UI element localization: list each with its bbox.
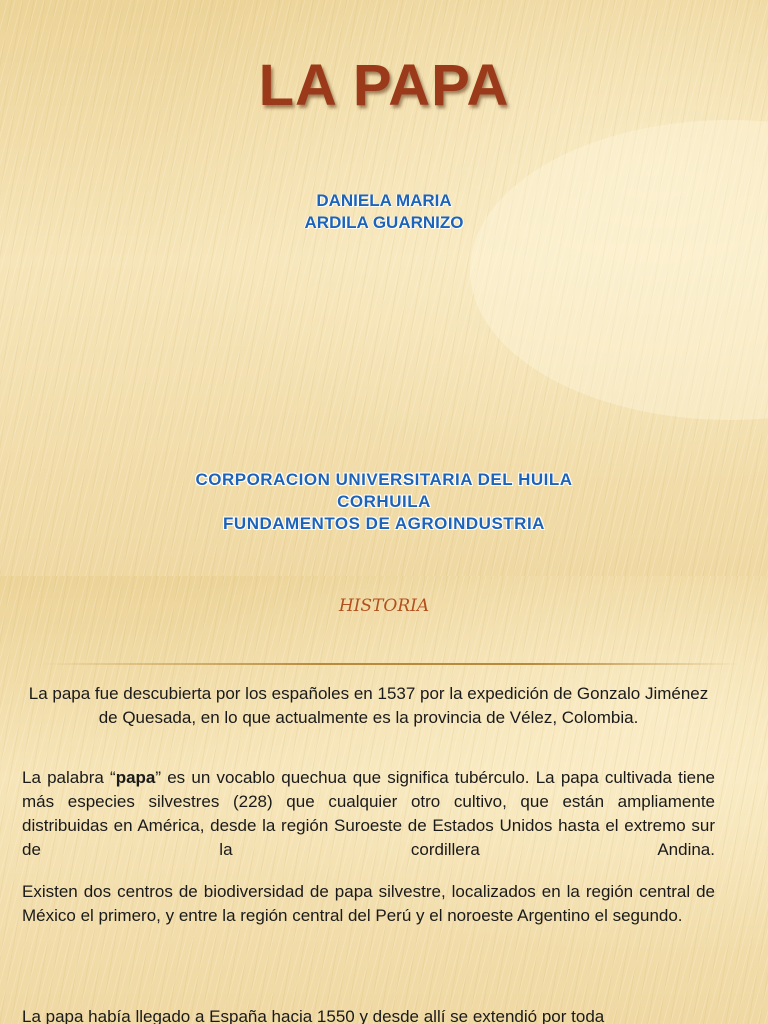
paragraph-etymology-rest: ” es un vocablo quechua que significa tubérculo. La papa cultivada tiene más especies silvestres (228) que cualquier otro cultivo, que están ampliamente distribuidas en América, desde la región Suroeste de Estados Unidos hasta el extremo sur de la cordillera Andina.	[22, 768, 715, 859]
history-slide	[0, 576, 768, 1024]
keyword-papa: papa	[115, 768, 156, 787]
slide-title: LA PAPA	[258, 53, 510, 118]
institution-block	[0, 469, 768, 535]
author-first-name: DANIELA MARIA	[316, 191, 452, 210]
paragraph-etymology-start: La palabra “	[22, 768, 116, 787]
paragraph-spain: La papa había llegado a España hacia 1550 y desde allí se extendió por toda	[22, 1007, 605, 1024]
section-title: HISTORIA	[338, 596, 430, 616]
course-name: FUNDAMENTOS DE AGROINDUSTRIA	[223, 514, 545, 533]
paragraph-etymology	[22, 766, 715, 862]
background-swoosh	[470, 120, 768, 420]
institution-name: CORPORACION UNIVERSITARIA DEL HUILA	[195, 470, 573, 489]
institution-abbreviation: CORHUILA	[337, 492, 431, 511]
paragraph-discovery: La papa fue descubierta por los españoles en 1537 por la expedición de Gonzalo Jiménez de Quesada, en lo que actualmente es la provincia de Vélez, Colombia.	[28, 684, 709, 727]
author-last-name: ARDILA GUARNIZO	[304, 213, 464, 232]
divider-line	[40, 663, 740, 665]
paragraph-biodiversity: Existen dos centros de biodiversidad de papa silvestre, localizados en la región central de México el primero, y entre la región central del Perú y el noroeste Argentino el segundo.	[22, 882, 715, 925]
author-name	[0, 190, 768, 234]
